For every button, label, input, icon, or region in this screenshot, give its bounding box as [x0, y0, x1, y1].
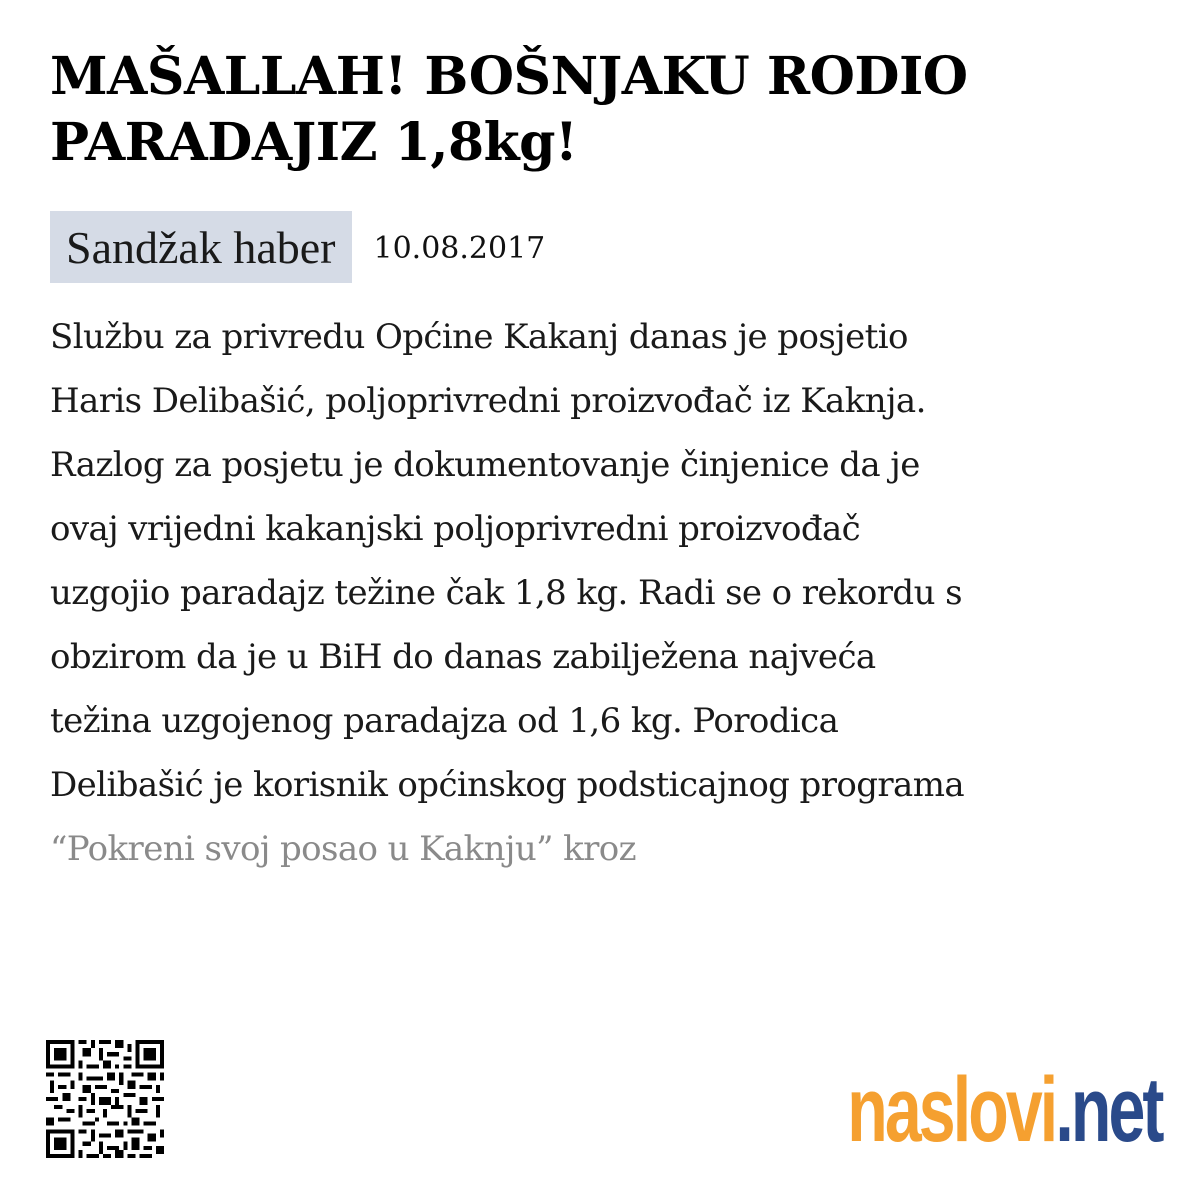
- body-line: Haris Delibašić, poljoprivredni proizvođač iz Kaknja.: [50, 381, 926, 421]
- logo-text-net: .net: [1055, 1059, 1162, 1161]
- body-line: Delibašić je korisnik općinskog podsticajnog programa: [50, 765, 965, 805]
- body-line: težina uzgojenog paradajza od 1,6 kg. Porodica: [50, 701, 839, 741]
- source-name: Sandžak haber: [66, 221, 336, 273]
- qr-code-icon[interactable]: [46, 1040, 164, 1158]
- article-meta: [50, 211, 545, 283]
- body-line-faded: “Pokreni svoj posao u Kaknju” kroz: [50, 829, 636, 869]
- body-line: obzirom da je u BiH do danas zabilježena najveća: [50, 637, 876, 677]
- naslovi-logo[interactable]: [848, 1055, 1162, 1165]
- article-headline: MAŠALLAH! BOŠNJAKU RODIO PARADAJIZ 1,8kg!: [50, 46, 968, 173]
- body-line: ovaj vrijedni kakanjski poljoprivredni proizvođač: [50, 509, 861, 549]
- publish-date: 10.08.2017: [373, 231, 546, 266]
- body-line: Službu za privredu Općine Kakanj danas je posjetio: [50, 317, 908, 357]
- body-line: Razlog za posjetu je dokumentovanje činjenice da je: [50, 445, 920, 485]
- source-badge[interactable]: [50, 211, 352, 283]
- body-line: uzgojio paradajz težine čak 1,8 kg. Radi se o rekordu s: [50, 573, 962, 613]
- logo-text-naslovi: naslovi: [847, 1059, 1056, 1161]
- article-body: [50, 305, 1160, 881]
